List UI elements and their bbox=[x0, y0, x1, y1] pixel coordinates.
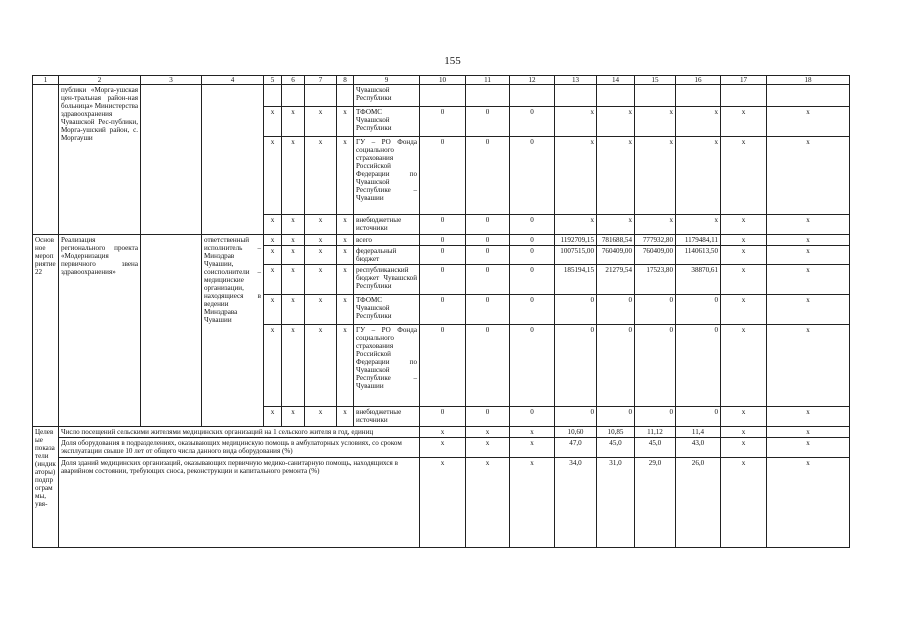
value-col-10: 0 bbox=[420, 407, 466, 427]
cell-c5: х bbox=[264, 107, 282, 137]
column-number: 7 bbox=[305, 76, 337, 85]
value-col-17: х bbox=[721, 427, 767, 438]
value-col-18: х bbox=[767, 215, 850, 235]
value-col-14: 760409,00 bbox=[597, 246, 635, 265]
column-number: 15 bbox=[635, 76, 676, 85]
funding-source: всего bbox=[354, 235, 420, 246]
value-col-15: 0 bbox=[635, 295, 676, 325]
value-col-11: 0 bbox=[466, 246, 510, 265]
value-col-16: 1179484,11 bbox=[676, 235, 721, 246]
column-number: 8 bbox=[337, 76, 354, 85]
cell-c8: х bbox=[337, 246, 354, 265]
column-number: 3 bbox=[141, 76, 202, 85]
value-col-14: 781688,54 bbox=[597, 235, 635, 246]
cell-c6: х bbox=[282, 407, 305, 427]
cell-c7: х bbox=[305, 215, 337, 235]
block-main-activity-22 bbox=[33, 235, 850, 427]
value-col-10: 0 bbox=[420, 246, 466, 265]
indicator-text: Число посещений сельскими жителями медицинских организаций на 1 сельского жителя в год, единиц bbox=[59, 427, 420, 438]
value-col-17: х bbox=[721, 325, 767, 407]
cell-c5: х bbox=[264, 265, 282, 295]
indicators-label: Целевые показатели (индикаторы) подпрограммы, увя- bbox=[33, 427, 59, 548]
cell-c5: х bbox=[264, 295, 282, 325]
value-col-10: 0 bbox=[420, 265, 466, 295]
value-col-16: 0 bbox=[676, 325, 721, 407]
value-col-17: х bbox=[721, 235, 767, 246]
value-col-17: х bbox=[721, 407, 767, 427]
value-col-10: х bbox=[420, 438, 466, 458]
cell-c5: х bbox=[264, 325, 282, 407]
value-col-13 bbox=[555, 85, 597, 107]
cell-c8: х bbox=[337, 107, 354, 137]
cell-c8: х bbox=[337, 295, 354, 325]
cell-c7: х bbox=[305, 265, 337, 295]
column-number: 2 bbox=[59, 76, 141, 85]
value-col-17: х bbox=[721, 295, 767, 325]
cell-col-4 bbox=[202, 85, 264, 235]
value-col-12: 0 bbox=[510, 246, 555, 265]
value-col-17: х bbox=[721, 137, 767, 215]
column-number: 14 bbox=[597, 76, 635, 85]
funding-source: ТФОМС Чувашской Республики bbox=[354, 107, 420, 137]
value-col-12: 0 bbox=[510, 235, 555, 246]
value-col-18: х bbox=[767, 137, 850, 215]
value-col-10: 0 bbox=[420, 295, 466, 325]
value-col-12 bbox=[510, 85, 555, 107]
value-col-16: х bbox=[676, 107, 721, 137]
cell-c5: х bbox=[264, 246, 282, 265]
block-target-indicators bbox=[33, 427, 850, 548]
cell-c5: х bbox=[264, 137, 282, 215]
value-col-12: 0 bbox=[510, 107, 555, 137]
cell-c8 bbox=[337, 85, 354, 107]
value-col-11: х bbox=[466, 458, 510, 548]
value-col-13: 185194,15 bbox=[555, 265, 597, 295]
cell-c7: х bbox=[305, 107, 337, 137]
cell-c6: х bbox=[282, 235, 305, 246]
cell-c7: х bbox=[305, 325, 337, 407]
column-number: 6 bbox=[282, 76, 305, 85]
value-col-16: 38870,61 bbox=[676, 265, 721, 295]
value-col-10: х bbox=[420, 427, 466, 438]
column-number: 16 bbox=[676, 76, 721, 85]
cell-c5 bbox=[264, 85, 282, 107]
column-number: 12 bbox=[510, 76, 555, 85]
value-col-10: 0 bbox=[420, 137, 466, 215]
cell-c6: х bbox=[282, 137, 305, 215]
funding-source: ТФОМС Чувашской Республики bbox=[354, 295, 420, 325]
activity-name: Реализация регионального проекта «Модернизация первичного звена здравоохранения» bbox=[59, 235, 141, 427]
program-table bbox=[32, 75, 850, 548]
funding-source: ГУ – РО Фонда социального страхования Российской Федерации по Чувашской Республике – Чувашии bbox=[354, 137, 420, 215]
value-col-17 bbox=[721, 85, 767, 107]
value-col-10: 0 bbox=[420, 325, 466, 407]
cell-c6: х bbox=[282, 215, 305, 235]
value-col-13: 0 bbox=[555, 325, 597, 407]
value-col-11: 0 bbox=[466, 235, 510, 246]
cell-c6: х bbox=[282, 325, 305, 407]
activity-executor: ответственный исполнитель – Минздрав Чувашии, соисполнители – медицинские организации, находящиеся в ведении Минздрава Чувашии bbox=[202, 235, 264, 427]
value-col-18: х bbox=[767, 427, 850, 438]
value-col-11: х bbox=[466, 427, 510, 438]
cell-c5: х bbox=[264, 235, 282, 246]
cell-col-3 bbox=[141, 235, 202, 427]
funding-source: Чувашской Республики bbox=[354, 85, 420, 107]
value-col-16: 1140613,50 bbox=[676, 246, 721, 265]
value-col-18: х bbox=[767, 438, 850, 458]
value-col-18: х bbox=[767, 107, 850, 137]
organization-name: публики «Морга-ушская цен-тральная район-ная больница» Министерства здравоохранения Чувашской Рес-публики, Морга-ушский район, с. Моргауши bbox=[59, 85, 141, 235]
cell-c8: х bbox=[337, 235, 354, 246]
value-col-14: 0 bbox=[597, 295, 635, 325]
column-number: 4 bbox=[202, 76, 264, 85]
value-col-12: 0 bbox=[510, 325, 555, 407]
value-col-12: х bbox=[510, 427, 555, 438]
value-col-11: 0 bbox=[466, 407, 510, 427]
column-number: 13 bbox=[555, 76, 597, 85]
value-col-18: х bbox=[767, 407, 850, 427]
cell-c5: х bbox=[264, 407, 282, 427]
table-row bbox=[33, 85, 850, 107]
cell-c6 bbox=[282, 85, 305, 107]
value-col-17: х bbox=[721, 458, 767, 548]
cell-c7: х bbox=[305, 137, 337, 215]
value-col-15: 777932,80 bbox=[635, 235, 676, 246]
block-continuation bbox=[33, 85, 850, 235]
cell-c6: х bbox=[282, 246, 305, 265]
cell-c7: х bbox=[305, 407, 337, 427]
value-col-13: х bbox=[555, 215, 597, 235]
column-number: 10 bbox=[420, 76, 466, 85]
value-col-13: 47,0 bbox=[555, 438, 597, 458]
value-col-13: 34,0 bbox=[555, 458, 597, 548]
table-row bbox=[33, 427, 850, 438]
cell-c6: х bbox=[282, 107, 305, 137]
value-col-11: 0 bbox=[466, 295, 510, 325]
value-col-10 bbox=[420, 85, 466, 107]
value-col-10: х bbox=[420, 458, 466, 548]
value-col-14: 45,0 bbox=[597, 438, 635, 458]
value-col-15: х bbox=[635, 137, 676, 215]
column-number: 5 bbox=[264, 76, 282, 85]
column-number: 18 bbox=[767, 76, 850, 85]
value-col-11: 0 bbox=[466, 215, 510, 235]
value-col-17: х bbox=[721, 107, 767, 137]
value-col-18: х bbox=[767, 265, 850, 295]
cell-c6: х bbox=[282, 265, 305, 295]
value-col-14: х bbox=[597, 107, 635, 137]
value-col-15: 29,0 bbox=[635, 458, 676, 548]
value-col-14 bbox=[597, 85, 635, 107]
value-col-11: 0 bbox=[466, 137, 510, 215]
value-col-14: х bbox=[597, 137, 635, 215]
value-col-15: х bbox=[635, 215, 676, 235]
cell-col-3 bbox=[141, 85, 202, 235]
cell-c8: х bbox=[337, 407, 354, 427]
value-col-12: х bbox=[510, 458, 555, 548]
table-row bbox=[33, 235, 850, 246]
value-col-17: х bbox=[721, 246, 767, 265]
value-col-18: х bbox=[767, 295, 850, 325]
funding-source: республиканский бюджет Чувашской Республики bbox=[354, 265, 420, 295]
value-col-13: х bbox=[555, 107, 597, 137]
value-col-15: 760409,00 bbox=[635, 246, 676, 265]
column-number: 9 bbox=[354, 76, 420, 85]
value-col-11 bbox=[466, 85, 510, 107]
cell-c5: х bbox=[264, 215, 282, 235]
funding-source: внебюджетные источники bbox=[354, 407, 420, 427]
column-number: 17 bbox=[721, 76, 767, 85]
value-col-16: 11,4 bbox=[676, 427, 721, 438]
value-col-18: х bbox=[767, 325, 850, 407]
value-col-18: х bbox=[767, 458, 850, 548]
value-col-12: 0 bbox=[510, 215, 555, 235]
value-col-15: 45,0 bbox=[635, 438, 676, 458]
value-col-17: х bbox=[721, 265, 767, 295]
indicator-text: Доля зданий медицинских организаций, оказывающих первичную медико-санитарную помощь, находящихся в аварийном состоянии, требующих сноса, реконструкции и капитального ремонта (%) bbox=[59, 458, 420, 548]
cell-col-1 bbox=[33, 85, 59, 235]
value-col-18: х bbox=[767, 235, 850, 246]
cell-c7: х bbox=[305, 295, 337, 325]
header-row bbox=[33, 76, 850, 85]
value-col-16: х bbox=[676, 215, 721, 235]
value-col-14: 0 bbox=[597, 407, 635, 427]
value-col-14: 0 bbox=[597, 325, 635, 407]
value-col-18 bbox=[767, 85, 850, 107]
value-col-13: 1007515,00 bbox=[555, 246, 597, 265]
value-col-16: 0 bbox=[676, 407, 721, 427]
page-number: 155 bbox=[444, 55, 461, 67]
cell-c8: х bbox=[337, 265, 354, 295]
funding-source: внебюджетные источники bbox=[354, 215, 420, 235]
indicator-text: Доля оборудования в подразделениях, оказывающих медицинскую помощь в амбулаторных условиях, со сроком эксплуатации свыше 10 лет от общего числа данного вида оборудования (%) bbox=[59, 438, 420, 458]
activity-label: Основное мероприятие 22 bbox=[33, 235, 59, 427]
cell-c7 bbox=[305, 85, 337, 107]
cell-c7: х bbox=[305, 246, 337, 265]
value-col-12: 0 bbox=[510, 407, 555, 427]
column-number: 1 bbox=[33, 76, 59, 85]
value-col-17: х bbox=[721, 215, 767, 235]
cell-c8: х bbox=[337, 215, 354, 235]
value-col-15: 11,12 bbox=[635, 427, 676, 438]
value-col-15: 0 bbox=[635, 407, 676, 427]
cell-c8: х bbox=[337, 137, 354, 215]
value-col-14: х bbox=[597, 215, 635, 235]
value-col-16: 0 bbox=[676, 295, 721, 325]
funding-source: федеральный бюджет bbox=[354, 246, 420, 265]
value-col-16: х bbox=[676, 137, 721, 215]
value-col-10: 0 bbox=[420, 235, 466, 246]
value-col-12: х bbox=[510, 438, 555, 458]
value-col-11: 0 bbox=[466, 107, 510, 137]
value-col-11: 0 bbox=[466, 265, 510, 295]
value-col-13: 0 bbox=[555, 407, 597, 427]
value-col-12: 0 bbox=[510, 265, 555, 295]
value-col-15: 17523,80 bbox=[635, 265, 676, 295]
value-col-13: х bbox=[555, 137, 597, 215]
value-col-15 bbox=[635, 85, 676, 107]
table-row bbox=[33, 458, 850, 548]
cell-c6: х bbox=[282, 295, 305, 325]
value-col-12: 0 bbox=[510, 295, 555, 325]
value-col-16: 43,0 bbox=[676, 438, 721, 458]
value-col-11: х bbox=[466, 438, 510, 458]
value-col-15: х bbox=[635, 107, 676, 137]
value-col-10: 0 bbox=[420, 215, 466, 235]
value-col-18: х bbox=[767, 246, 850, 265]
value-col-14: 21279,54 bbox=[597, 265, 635, 295]
value-col-13: 0 bbox=[555, 295, 597, 325]
column-number: 11 bbox=[466, 76, 510, 85]
table-row bbox=[33, 438, 850, 458]
value-col-13: 1192709,15 bbox=[555, 235, 597, 246]
value-col-15: 0 bbox=[635, 325, 676, 407]
funding-source: ГУ – РО Фонда социального страхования Российской Федерации по Чувашской Республике – Чувашии bbox=[354, 325, 420, 407]
cell-c8: х bbox=[337, 325, 354, 407]
value-col-17: х bbox=[721, 438, 767, 458]
cell-c7: х bbox=[305, 235, 337, 246]
value-col-14: 10,85 bbox=[597, 427, 635, 438]
value-col-14: 31,0 bbox=[597, 458, 635, 548]
value-col-16 bbox=[676, 85, 721, 107]
value-col-12: 0 bbox=[510, 137, 555, 215]
value-col-11: 0 bbox=[466, 325, 510, 407]
value-col-10: 0 bbox=[420, 107, 466, 137]
value-col-16: 26,0 bbox=[676, 458, 721, 548]
value-col-13: 10,60 bbox=[555, 427, 597, 438]
